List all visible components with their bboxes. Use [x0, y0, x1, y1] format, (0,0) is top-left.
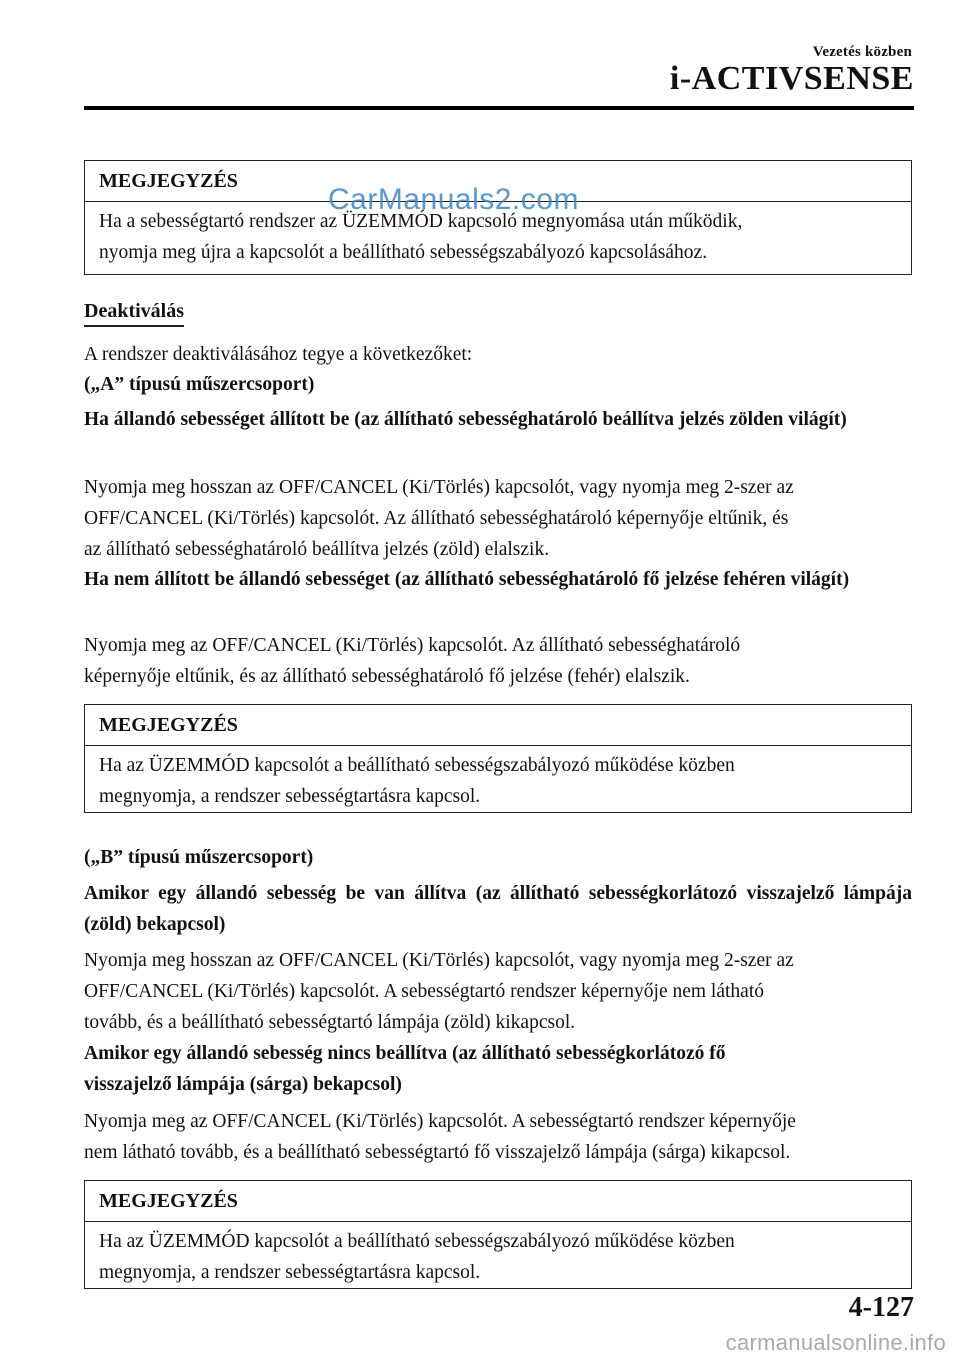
note-heading: MEGJEGYZÉS: [85, 161, 911, 202]
type-a-label: („A” típusú műszercsoport): [84, 374, 315, 395]
type-a-case2-text: Nyomja meg az OFF/CANCEL (Ki/Törlés) kapcsolót. Az állítható sebességhatároló képernyője eltűnik, és az állítható sebességhatároló fő jelzése (fehér) elalszik.: [84, 635, 741, 687]
section-intro: A rendszer deaktiválásához tegye a következőket:: [84, 344, 473, 365]
note-text: Ha az ÜZEMMÓD kapcsolót a beállítható sebességszabályozó működése közben megnyomja, a rendszer sebességtartásra kapcsol.: [99, 1231, 735, 1283]
type-b-label: („B” típusú műszercsoport): [84, 847, 314, 868]
note-heading: MEGJEGYZÉS: [85, 705, 911, 746]
type-a-case2-heading: Ha nem állított be állandó sebességet (az állítható sebességhatároló fő jelzése fehéren világít): [84, 569, 850, 590]
type-b-case1-text: Nyomja meg hosszan az OFF/CANCEL (Ki/Törlés) kapcsolót, vagy nyomja meg 2-szer az OFF/CANCEL (Ki/Törlés) kapcsolót. A sebességtartó rendszer képernyője nem látható tovább, és a beállítható sebességtartó lámpája (zöld) kikapcsol.: [84, 950, 794, 1033]
watermark-site-bottom: carmanualsonline.info: [725, 1330, 946, 1355]
chapter-subtitle: Vezetés közben: [812, 44, 912, 60]
note-text: Ha a sebességtartó rendszer az ÜZEMMÓD kapcsoló megnyomása után működik, nyomja meg újra a kapcsolót a beállítható sebességszabályozó kapcsolásához.: [99, 211, 743, 263]
page-number: 4-127: [848, 1292, 914, 1323]
type-b-case1-heading: Amikor egy állandó sebesség be van állítva (az állítható sebességkorlátozó visszajelző lámpája (zöld) bekapcsol): [84, 883, 912, 935]
header-divider: [84, 106, 914, 110]
note-box-3: [84, 1180, 912, 1289]
section-title: Deaktiválás: [84, 300, 184, 327]
type-b-case2-heading: Amikor egy állandó sebesség nincs beállítva (az állítható sebességkorlátozó fő visszajelző lámpája (sárga) bekapcsol): [84, 1043, 726, 1095]
watermark-logo-top: CarManuals2.com: [328, 183, 579, 216]
type-a-case1-heading: Ha állandó sebességet állított be (az állítható sebességhatároló beállítva jelzés zölden világít): [84, 409, 847, 430]
note-heading: MEGJEGYZÉS: [85, 1181, 911, 1222]
chapter-title: i-ACTIVSENSE: [669, 60, 914, 97]
type-a-case1-text: Nyomja meg hosszan az OFF/CANCEL (Ki/Törlés) kapcsolót, vagy nyomja meg 2-szer az OFF/CANCEL (Ki/Törlés) kapcsolót. Az állítható sebességhatároló képernyője eltűnik, és az állítható sebességhatároló beállítva jelzés (zöld) elalszik.: [84, 477, 794, 560]
note-box-1: [84, 160, 912, 275]
note-box-2: [84, 704, 912, 813]
note-text: Ha az ÜZEMMÓD kapcsolót a beállítható sebességszabályozó működése közben megnyomja, a rendszer sebességtartásra kapcsol.: [99, 755, 735, 807]
type-b-case2-text: Nyomja meg az OFF/CANCEL (Ki/Törlés) kapcsolót. A sebességtartó rendszer képernyője nem látható tovább, és a beállítható sebességtartó fő visszajelző lámpája (sárga) kikapcsol.: [84, 1111, 796, 1163]
